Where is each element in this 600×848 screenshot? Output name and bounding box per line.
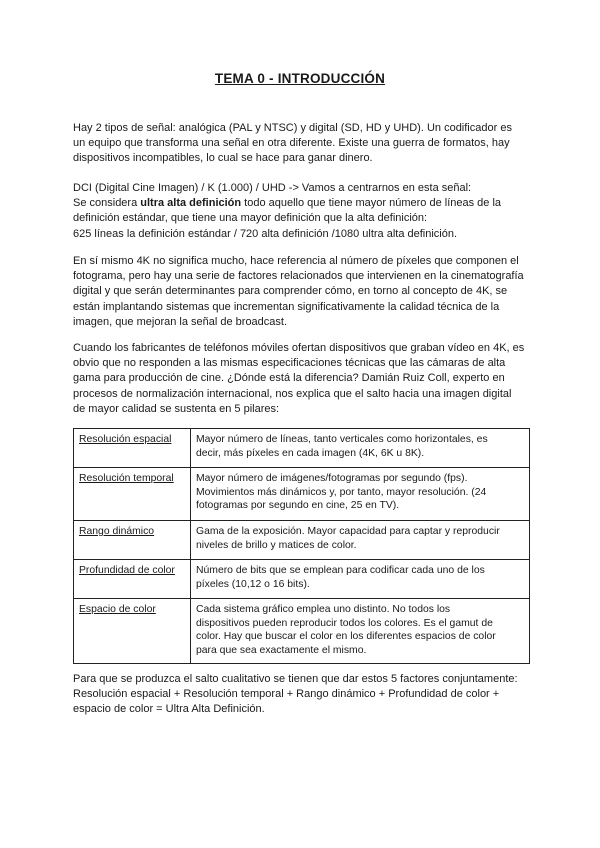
- paragraph-line: En sí mismo 4K no significa mucho, hace referencia al número de píxeles que componen el: [73, 255, 519, 267]
- paragraph-line: digital y que serán determinantes para comprender cómo, en torno al concepto de 4K, se: [73, 285, 508, 298]
- pillars-table: [73, 428, 530, 664]
- description-line: Mayor número de imágenes/fotogramas por segundo (fps).: [196, 473, 468, 484]
- description-line: fotogramas por segundo en cine, 25 en TV).: [196, 500, 400, 512]
- pillar-term: Profundidad de color: [74, 560, 191, 599]
- paragraph-line: un equipo que transforma una señal en otra diferente. Existe una guerra de formatos, hay: [73, 137, 510, 150]
- paragraph-line: espacio de color = Ultra Alta Definición.: [73, 703, 265, 716]
- paragraph-line: definición estándar, que tiene una mayor definición que la alta definición:: [73, 212, 428, 225]
- page-title: TEMA 0 - INTRODUCCIÓN: [214, 71, 386, 86]
- manufacturers-paragraph: [73, 341, 535, 417]
- paragraph-line: Para que se produzca el salto cualitativo se tienen que dar estos 5 factores conjuntamente:: [73, 673, 518, 685]
- paragraph-line: fotograma, pero hay una serie de factores relacionados que intervienen en la cinematografía: [73, 270, 524, 283]
- paragraph-line: dispositivos incompatibles, lo cual se hace para ganar dinero.: [73, 152, 373, 165]
- pillar-description: [191, 468, 530, 521]
- paragraph-line: Resolución espacial + Resolución temporal + Rango dinámico + Profundidad de color +: [73, 688, 500, 701]
- paragraph-line: obvio que no responden a las mismas especificaciones técnicas que las cámaras de alta: [73, 357, 506, 370]
- text-fragment: Se considera: [73, 197, 141, 210]
- pillar-description: [191, 560, 530, 599]
- paragraph-line: DCI (Digital Cine Imagen) / K (1.000) / UHD -> Vamos a centrarnos en esta señal:: [73, 182, 472, 194]
- description-line: para que sea exactamente el mismo.: [196, 644, 367, 656]
- paragraph-line: gama para producción de cine. ¿Dónde está la diferencia? Damián Ruiz Coll, experto en: [73, 372, 505, 385]
- conclusion-paragraph: [73, 672, 535, 718]
- intro-paragraph: [73, 121, 535, 167]
- table-row: [74, 468, 530, 521]
- paragraph-line: procesos de normalización internacional, nos explica que el salto hacia una imagen digital: [73, 387, 512, 400]
- description-line: Número de bits que se emplean para codificar cada uno de los: [196, 565, 485, 576]
- description-line: decir, más píxeles en cada imagen (4K, 6K u 8K).: [196, 447, 425, 459]
- fourk-paragraph: [73, 254, 535, 330]
- description-line: dispositivos pueden reproducir todos los colores. Es el gamut de: [196, 617, 493, 629]
- dci-paragraph: [73, 181, 535, 242]
- table-row: [74, 521, 530, 560]
- table-row: [74, 599, 530, 664]
- paragraph-line: [73, 196, 535, 211]
- paragraph-line: están implantando sistemas que incrementan significativamente la calidad técnica de la: [73, 300, 500, 313]
- description-line: Cada sistema gráfico emplea uno distinto. No todos los: [196, 604, 451, 615]
- table-row: [74, 429, 530, 468]
- bold-term: ultra alta definición: [140, 197, 242, 210]
- paragraph-line: Cuando los fabricantes de teléfonos móviles ofertan dispositivos que graban vídeo en 4K, es: [73, 342, 525, 354]
- description-line: niveles de brillo y matices de color.: [196, 539, 357, 551]
- description-line: Mayor número de líneas, tanto verticales como horizontales, es: [196, 434, 488, 445]
- paragraph-line: de mayor calidad se sustenta en 5 pilares:: [73, 402, 280, 415]
- table-row: [74, 560, 530, 599]
- pillar-description: [191, 429, 530, 468]
- description-line: Movimientos más dinámicos y, por tanto, mayor resolución. (24: [196, 486, 487, 498]
- pillar-term: Resolución espacial: [74, 429, 191, 468]
- pillar-term: Rango dinámico: [74, 521, 191, 560]
- text-fragment: todo aquello que tiene mayor número de líneas de la: [241, 197, 502, 210]
- description-line: color. Hay que buscar el color en los diferentes espacios de color: [196, 631, 496, 643]
- description-line: píxeles (10,12 o 16 bits).: [196, 578, 310, 590]
- paragraph-line: imagen, que mejoran la señal de broadcast.: [73, 315, 288, 328]
- description-line: Gama de la exposición. Mayor capacidad para captar y reproducir: [196, 526, 500, 537]
- pillar-term: Resolución temporal: [74, 468, 191, 521]
- pillar-description: [191, 521, 530, 560]
- pillar-description: [191, 599, 530, 664]
- paragraph-line: 625 líneas la definición estándar / 720 alta definición /1080 ultra alta definición.: [73, 227, 458, 240]
- paragraph-line: Hay 2 tipos de señal: analógica (PAL y NTSC) y digital (SD, HD y UHD). Un codificador es: [73, 122, 512, 134]
- pillar-term: Espacio de color: [74, 599, 191, 664]
